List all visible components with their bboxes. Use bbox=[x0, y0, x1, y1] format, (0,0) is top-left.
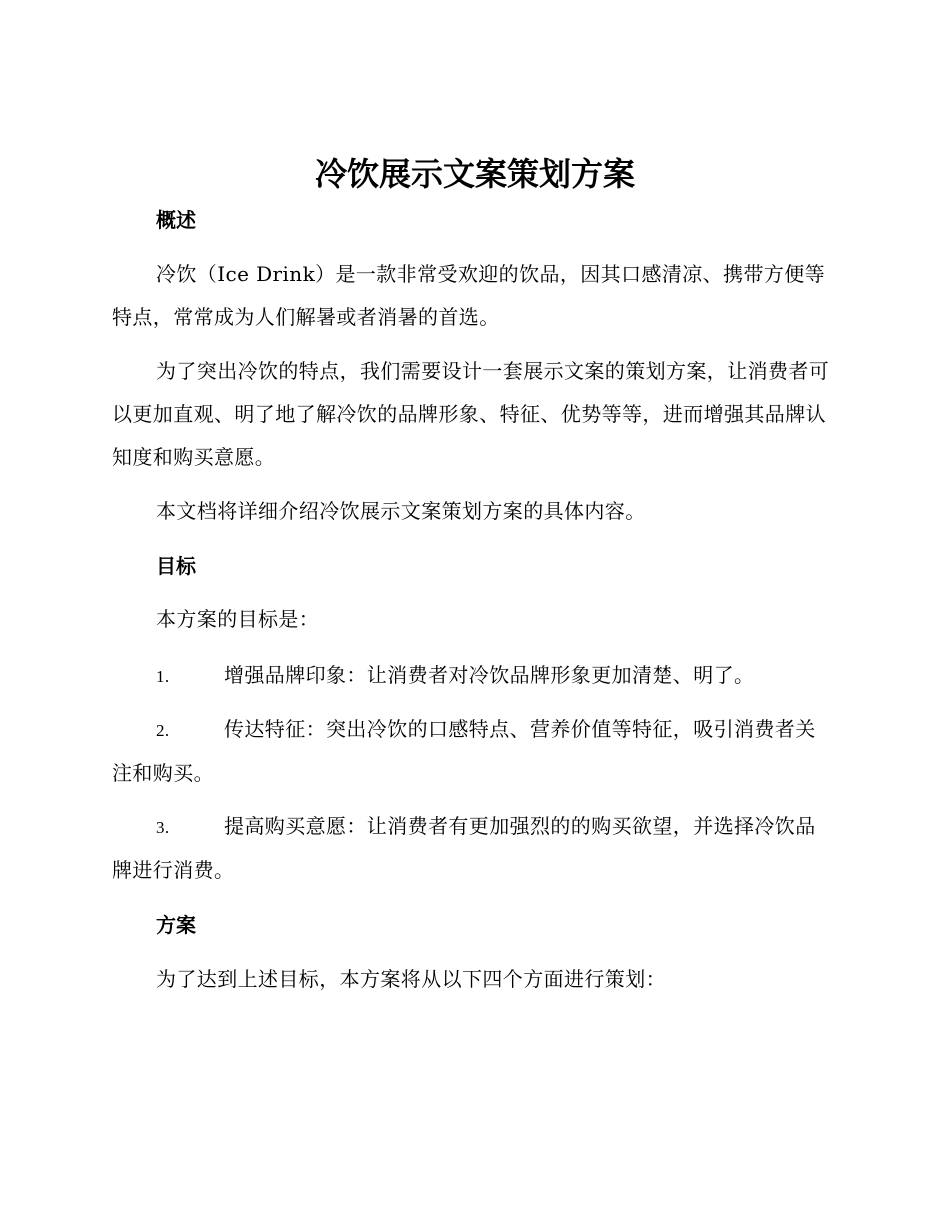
goal-item-3 bbox=[112, 805, 834, 892]
goal-item-2 bbox=[112, 708, 834, 795]
heading-goals: 目标 bbox=[156, 554, 196, 578]
goal-item-text: 提高购买意愿：让消费者有更加强烈的的购买欲望，并选择冷饮品牌进行消费。 bbox=[112, 814, 816, 882]
heading-overview: 概述 bbox=[156, 208, 196, 232]
goal-item-text: 增强品牌印象：让消费者对冷饮品牌形象更加清楚、明了。 bbox=[224, 663, 755, 687]
document-title: 冷饮展示文案策划方案 bbox=[314, 155, 635, 193]
goal-item-number: 2. bbox=[156, 721, 170, 740]
paragraph-overview-3: 本文档将详细介绍冷饮展示文案策划方案的具体内容。 bbox=[156, 499, 646, 523]
goal-item-number: 3. bbox=[156, 818, 170, 837]
paragraph-overview-1: 冷饮（Ice Drink）是一款非常受欢迎的饮品，因其口感清凉、携带方便等特点，常常成为人们解暑或者消暑的首选。 bbox=[112, 262, 826, 329]
goal-item-text: 传达特征：突出冷饮的口感特点、营养价值等特征，吸引消费者关注和购买。 bbox=[112, 717, 816, 785]
paragraph-plan-intro: 为了达到上述目标，本方案将从以下四个方面进行策划： bbox=[156, 967, 666, 991]
goal-item-1 bbox=[112, 654, 834, 698]
heading-plan: 方案 bbox=[156, 913, 196, 937]
paragraph-overview-2: 为了突出冷饮的特点，我们需要设计一套展示文案的策划方案，让消费者可以更加直观、明了地了解冷饮的品牌形象、特征、优势等等，进而增强其品牌认知度和购买意愿。 bbox=[112, 359, 830, 469]
goal-item-number: 1. bbox=[156, 667, 170, 686]
paragraph-goals-intro: 本方案的目标是： bbox=[156, 607, 320, 631]
